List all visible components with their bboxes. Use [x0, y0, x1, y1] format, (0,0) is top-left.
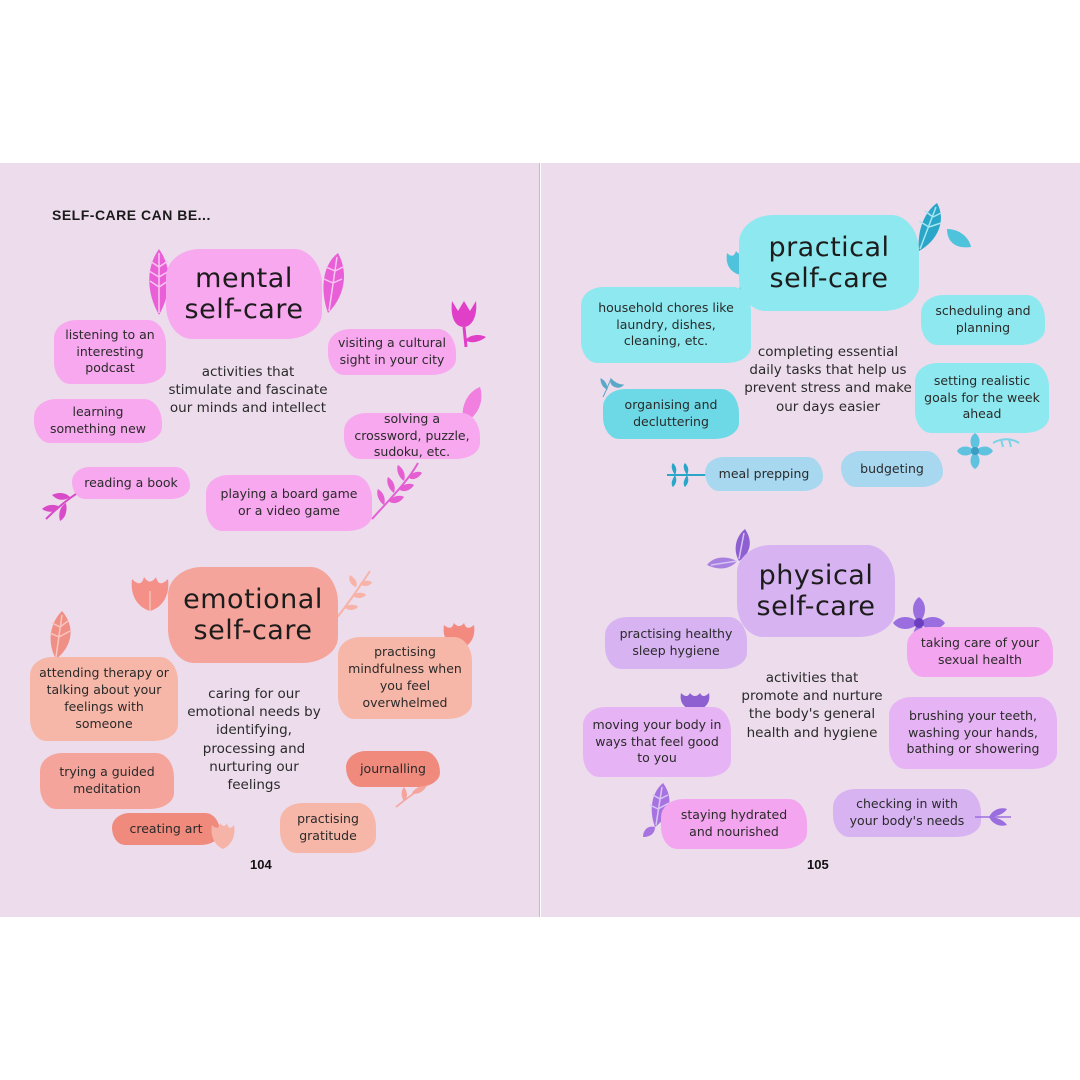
physical-item-moving: moving your body in ways that feel good to you	[583, 707, 731, 777]
physical-item-body-needs: checking in with your body's needs	[833, 789, 981, 837]
leaf-icon	[42, 609, 82, 661]
practical-item-chores: household chores like laundry, dishes, cleaning, etc.	[581, 287, 751, 363]
mental-item-board-game: playing a board game or a video game	[206, 475, 372, 531]
physical-title-line1: physical	[758, 559, 874, 591]
practical-title	[739, 215, 919, 311]
emotional-item-mindfulness: practising mindfulness when you feel overwhelmed	[338, 637, 472, 719]
practical-title-line1: practical	[768, 231, 890, 263]
mental-description: activities that stimulate and fascinate our minds and intellect	[168, 364, 328, 417]
mental-item-podcast: listening to an interesting podcast	[54, 320, 166, 384]
flower-icon	[955, 429, 1021, 473]
emotional-item-meditation: trying a guided meditation	[40, 753, 174, 809]
emotional-title-line2: self-care	[193, 615, 313, 646]
practical-item-scheduling: scheduling and planning	[921, 295, 1045, 345]
physical-title-line2: self-care	[756, 591, 876, 622]
mental-item-reading: reading a book	[72, 467, 190, 499]
flower-icon	[206, 815, 240, 853]
mental-title-line1: mental	[195, 262, 293, 294]
emotional-item-therapy: attending therapy or talking about your feelings with someone	[30, 657, 178, 741]
sprig-icon	[368, 459, 424, 523]
page-number-left: 104	[250, 857, 272, 872]
emotional-item-creating-art: creating art	[112, 813, 220, 845]
leaf-icon	[318, 251, 348, 315]
emotional-title-line1: emotional	[183, 583, 323, 615]
practical-item-meal-prepping: meal prepping	[705, 457, 823, 491]
physical-item-hydrated: staying hydrated and nourished	[661, 799, 807, 849]
physical-item-sleep: practising healthy sleep hygiene	[605, 617, 747, 669]
intro-heading: SELF-CARE CAN BE...	[52, 207, 211, 223]
mental-item-cultural-sight: visiting a cultural sight in your city	[328, 329, 456, 375]
physical-item-hygiene: brushing your teeth, washing your hands, bathing or showering	[889, 697, 1057, 769]
mental-item-learning: learning something new	[34, 399, 162, 443]
practical-item-budgeting: budgeting	[841, 451, 943, 487]
emotional-title	[168, 567, 338, 663]
practical-title-line2: self-care	[769, 263, 889, 294]
flower-icon	[126, 571, 174, 615]
sprig-icon	[665, 461, 709, 487]
practical-description: completing essential daily tasks that help us prevent stress and make our days easier	[744, 344, 912, 415]
sprig-icon	[392, 781, 432, 811]
emotional-description: caring for our emotional needs by identifying, processing and nurturing our feelings	[187, 686, 321, 794]
mental-item-crossword: solving a crossword, puzzle, sudoku, etc.	[344, 413, 480, 459]
sprig-icon	[973, 799, 1013, 833]
physical-item-sexual-health: taking care of your sexual health	[907, 627, 1053, 677]
mental-title	[166, 249, 322, 339]
emotional-item-gratitude: practising gratitude	[280, 803, 376, 853]
practical-item-goals: setting realistic goals for the week ahead	[915, 363, 1049, 433]
page-number-right: 105	[807, 857, 829, 872]
book-spread	[0, 163, 1080, 917]
mental-title-line2: self-care	[184, 294, 304, 325]
emotional-item-journalling: journalling	[346, 751, 440, 787]
right-page	[541, 163, 1080, 917]
physical-title	[737, 545, 895, 637]
physical-description: activities that promote and nurture the body's general health and hygiene	[741, 670, 883, 741]
left-page	[0, 163, 540, 917]
practical-item-organising: organising and decluttering	[603, 389, 739, 439]
